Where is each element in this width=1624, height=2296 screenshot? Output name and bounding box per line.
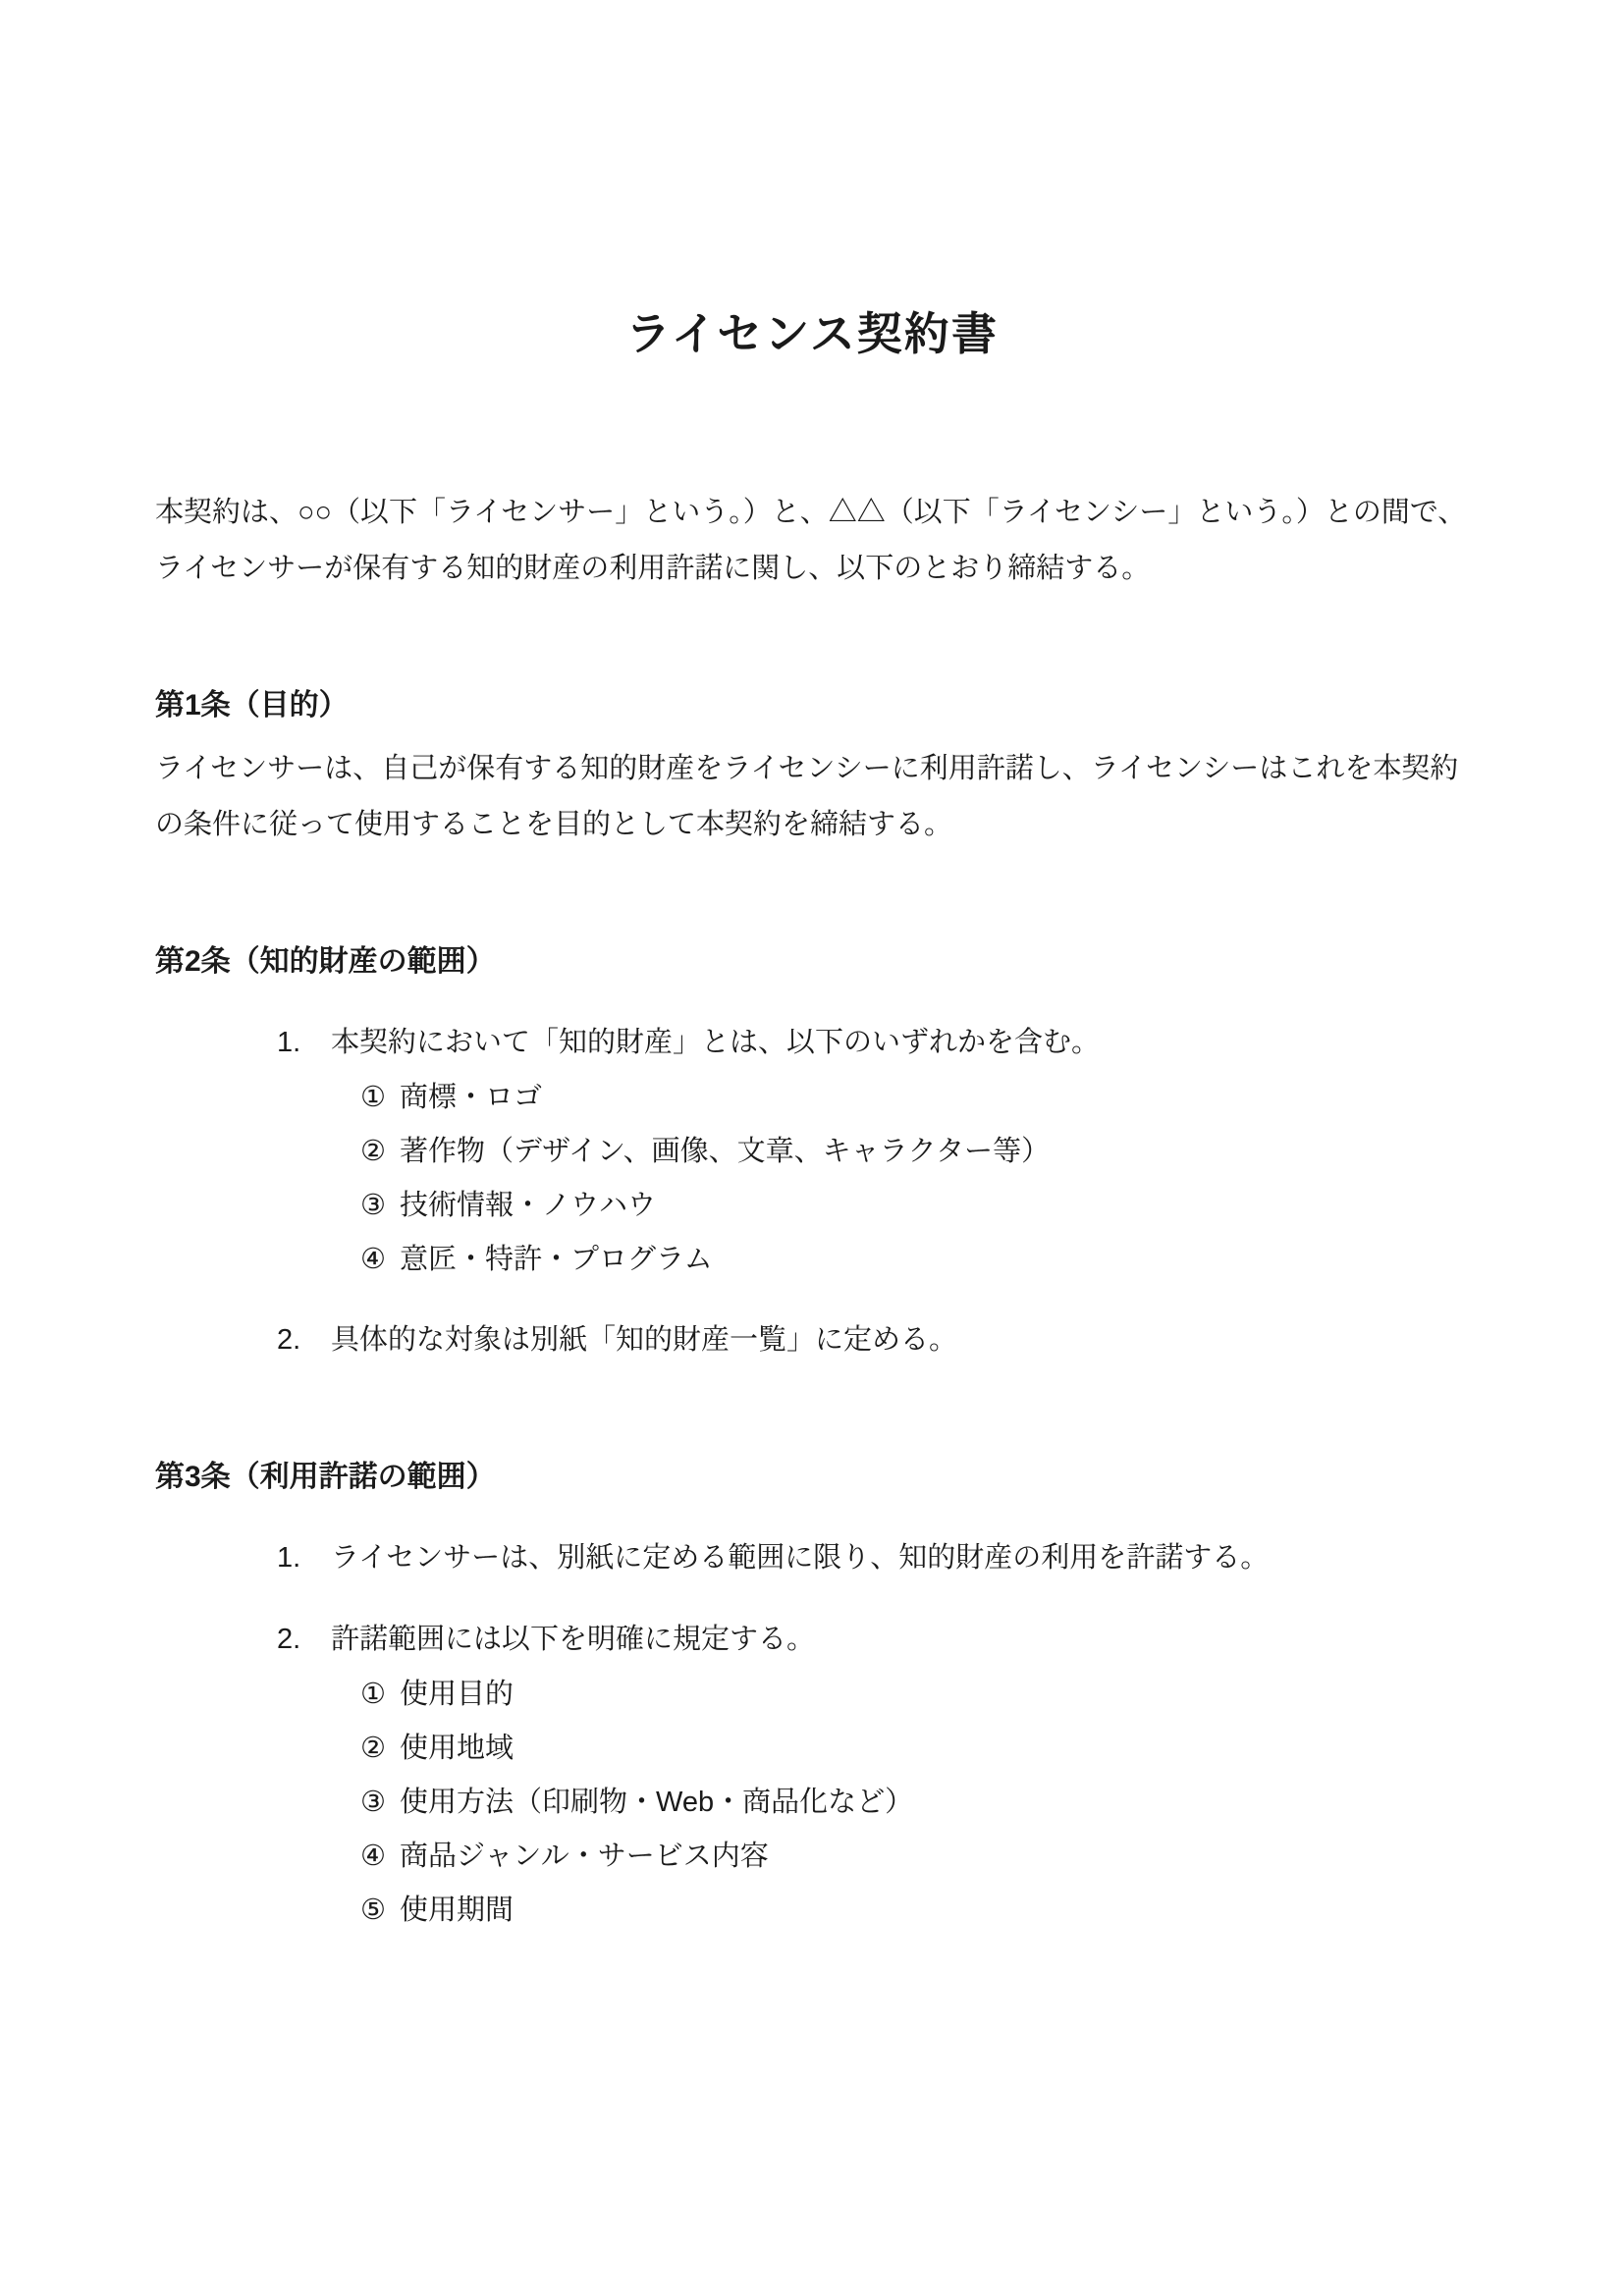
circled-item-text: 著作物（デザイン、画像、文章、キャラクター等） (400, 1136, 1051, 1167)
circled-item-marker: ⑤ (360, 1895, 386, 1926)
article-2-item-2 (155, 1312, 1469, 1368)
circled-item-marker: ① (360, 1082, 386, 1113)
circled-item-text: 技術情報・ノウハウ (400, 1190, 657, 1221)
list-item-number: 2. (277, 1624, 301, 1655)
article-3-item-1 (155, 1530, 1469, 1586)
circled-item-marker: ④ (360, 1244, 386, 1275)
list-item-text: ライセンサーは、別紙に定める範囲に限り、知的財産の利用を許諾する。 (331, 1542, 1270, 1574)
circled-item-text: 使用地域 (400, 1733, 514, 1764)
circled-item-marker: ① (360, 1679, 386, 1710)
circled-item (360, 1233, 1469, 1287)
circled-item-text: 使用期間 (400, 1895, 514, 1926)
article-2 (155, 934, 1469, 1368)
list-item-number: 1. (277, 1027, 301, 1058)
circled-item (360, 1830, 1469, 1884)
document-title: ライセンス契約書 (625, 308, 999, 359)
circled-item (360, 1668, 1469, 1722)
list-item-number: 1. (277, 1542, 301, 1574)
article-3-heading: 第3条（利用許諾の範囲） (155, 1461, 496, 1493)
circled-item-marker: ③ (360, 1190, 386, 1221)
article-2-sublist (360, 1071, 1469, 1287)
article-3-sublist (360, 1668, 1469, 1938)
article-1 (155, 677, 1469, 853)
circled-item (360, 1179, 1469, 1233)
intro-paragraph: 本契約は、○○（以下「ライセンサー」という。）と、△△（以下「ライセンシー」という。）との間で、ライセンサーが保有する知的財産の利用許諾に関し、以下のとおり締結する。 (155, 497, 1467, 584)
list-item-text: 本契約において「知的財産」とは、以下のいずれかを含む。 (331, 1027, 1101, 1058)
circled-item-marker: ③ (360, 1787, 386, 1818)
circled-item (360, 1071, 1469, 1125)
circled-item-text: 商品ジャンル・サービス内容 (400, 1841, 769, 1872)
circled-item-text: 商標・ロゴ (400, 1082, 543, 1113)
circled-item-marker: ④ (360, 1841, 386, 1872)
circled-item (360, 1722, 1469, 1776)
circled-item-marker: ② (360, 1136, 386, 1167)
circled-item-text: 意匠・特許・プログラム (400, 1244, 713, 1275)
circled-item (360, 1776, 1469, 1830)
article-3 (155, 1449, 1469, 1938)
article-1-body: ライセンサーは、自己が保有する知的財産をライセンシーに利用許諾し、ライセンシーはこれを本契約の条件に従って使用することを目的として本契約を締結する。 (155, 753, 1459, 840)
article-3-item-2 (155, 1612, 1469, 1668)
list-item-text: 具体的な対象は別紙「知的財産一覧」に定める。 (331, 1324, 958, 1356)
article-2-heading: 第2条（知的財産の範囲） (155, 945, 496, 978)
list-item-text: 許諾範囲には以下を明確に規定する。 (331, 1624, 816, 1655)
circled-item-text: 使用目的 (400, 1679, 514, 1710)
article-1-heading: 第1条（目的） (155, 689, 349, 721)
article-2-item-1 (155, 1015, 1469, 1071)
list-item-number: 2. (277, 1324, 301, 1356)
circled-item-marker: ② (360, 1733, 386, 1764)
circled-item (360, 1125, 1469, 1179)
circled-item-text: 使用方法（印刷物・Web・商品化など） (400, 1787, 914, 1818)
circled-item (360, 1884, 1469, 1938)
